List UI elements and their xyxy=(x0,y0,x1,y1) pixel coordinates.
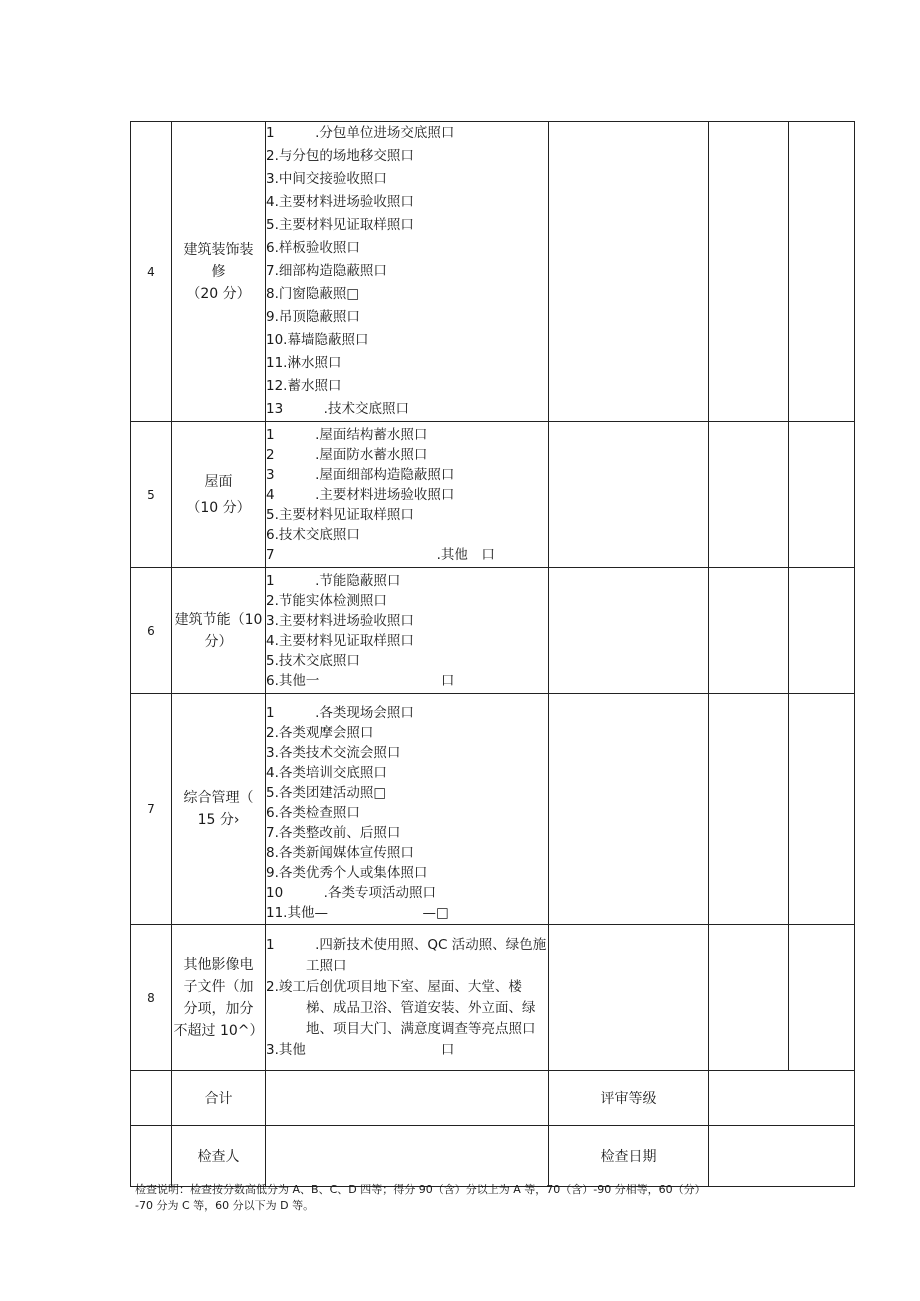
list-item: 2 .屋面防水蓄水照口 xyxy=(266,446,428,463)
note-line: -70 分为 C 等，60 分以下为 D 等。 xyxy=(135,1199,315,1212)
total-value-cell xyxy=(266,1071,549,1126)
category-line: 分） xyxy=(204,633,233,650)
empty-cell xyxy=(789,925,855,1071)
table-row-total xyxy=(131,1071,855,1126)
category-line: 子文件（加 xyxy=(183,978,254,995)
row-category xyxy=(172,422,266,568)
list-item: 8.门窗隐蔽照□ xyxy=(266,286,360,302)
list-item: 6.样板验收照口 xyxy=(266,240,360,256)
category-line: 综合管理（ xyxy=(183,790,254,806)
list-item: 2.与分包的场地移交照口 xyxy=(266,148,414,164)
list-item: 6.技术交底照口 xyxy=(266,526,360,543)
list-item: 8.各类新闻媒体宣传照口 xyxy=(266,845,414,861)
category-line: 其他影像电 xyxy=(183,956,254,973)
list-item: 4.主要材料进场验收照口 xyxy=(266,194,414,210)
list-item: 6.各类检查照口 xyxy=(266,805,360,821)
list-item: 7 .其他 口 xyxy=(266,546,495,563)
inspector-label: 检查人 xyxy=(172,1126,266,1187)
row-category xyxy=(172,568,266,694)
empty-cell xyxy=(131,1071,172,1126)
category-line: 建筑装饰装 xyxy=(183,241,254,258)
list-item: 13 .技术交底照口 xyxy=(266,401,409,417)
row-category xyxy=(172,122,266,422)
grade-label: 评审等级 xyxy=(549,1071,709,1126)
row-category xyxy=(172,925,266,1071)
list-item: 7.各类整改前、后照口 xyxy=(266,825,401,841)
empty-cell xyxy=(709,568,789,694)
row-items xyxy=(266,925,549,1071)
list-item: 2.各类观摩会照口 xyxy=(266,725,374,741)
list-item: 1 .分包单位进场交底照口 xyxy=(266,125,455,141)
category-line: 不超过 10^） xyxy=(173,1022,264,1039)
list-item: 10 .各类专项活动照口 xyxy=(266,885,436,901)
list-item: 1 .屋面结构蓄水照口 xyxy=(266,426,428,443)
total-label: 合计 xyxy=(172,1071,266,1126)
table-row-inspector xyxy=(131,1126,855,1187)
list-item: 10.幕墙隐蔽照口 xyxy=(266,332,369,348)
category-line: 修 xyxy=(211,263,226,280)
list-item: 7.细部构造隐蔽照口 xyxy=(266,263,387,279)
empty-cell xyxy=(549,925,709,1071)
table-row-6 xyxy=(131,568,855,694)
date-value-cell xyxy=(709,1126,855,1187)
row-items xyxy=(266,122,549,422)
row-number: 8 xyxy=(131,925,172,1071)
inspection-table xyxy=(130,121,855,1187)
inspection-note xyxy=(135,1182,855,1214)
list-item: 6.其他一 口 xyxy=(266,672,455,689)
list-item: 1 .各类现场会照口 xyxy=(266,705,414,721)
empty-cell xyxy=(789,694,855,925)
category-line: （10 分） xyxy=(186,499,251,516)
list-item: 5.主要材料见证取样照口 xyxy=(266,217,414,233)
list-item: 5.各类团建活动照□ xyxy=(266,785,387,801)
empty-cell xyxy=(789,422,855,568)
row-category xyxy=(172,694,266,925)
list-item: 11.其他— —□ xyxy=(266,905,449,921)
empty-cell xyxy=(549,122,709,422)
empty-cell xyxy=(549,422,709,568)
list-item: 2.节能实体检测照口 xyxy=(266,592,387,609)
date-label: 检查日期 xyxy=(549,1126,709,1187)
table-row-7 xyxy=(131,694,855,925)
list-item: 3.主要材料进场验收照口 xyxy=(266,612,414,629)
empty-cell xyxy=(789,568,855,694)
list-item: 4.各类培训交底照口 xyxy=(266,765,387,781)
row-number: 5 xyxy=(131,422,172,568)
list-item: 4.主要材料见证取样照口 xyxy=(266,632,414,649)
list-item: 3 .屋面细部构造隐蔽照口 xyxy=(266,466,455,483)
category-line: 分项，加分 xyxy=(183,1000,254,1017)
row-number: 4 xyxy=(131,122,172,422)
empty-cell xyxy=(709,694,789,925)
row-items xyxy=(266,422,549,568)
empty-cell xyxy=(549,694,709,925)
list-item: 9.各类优秀个人或集体照口 xyxy=(266,865,428,881)
inspector-value-cell xyxy=(266,1126,549,1187)
table-row-5 xyxy=(131,422,855,568)
category-line: （20 分） xyxy=(186,285,251,302)
list-item: 3.各类技术交流会照口 xyxy=(266,745,401,761)
empty-cell xyxy=(789,122,855,422)
grade-value-cell xyxy=(709,1071,855,1126)
table-row-8 xyxy=(131,925,855,1071)
list-item: 11.淋水照口 xyxy=(266,355,342,371)
list-item: 3.其他 口 xyxy=(266,1042,455,1058)
list-item: 2.竣工后创优项目地下室、屋面、大堂、楼梯、成品卫浴、管道安装、外立面、绿地、项目大门、满意度调查等亮点照口 xyxy=(266,979,536,1037)
empty-cell xyxy=(709,925,789,1071)
empty-cell xyxy=(709,422,789,568)
note-line: 检查说明：检查按分数高低分为 A、B、C、D 四等；得分 90（含）分以上为 A 等，70（含）-90 分相等，60（分） xyxy=(135,1183,706,1196)
empty-cell xyxy=(709,122,789,422)
list-item: 1 .四新技术使用照、QC 活动照、绿色施工照口 xyxy=(266,937,547,974)
row-items xyxy=(266,568,549,694)
empty-cell xyxy=(131,1126,172,1187)
list-item: 5.主要材料见证取样照口 xyxy=(266,506,414,523)
list-item: 1 .节能隐蔽照口 xyxy=(266,572,401,589)
category-line: 15 分› xyxy=(197,812,240,828)
list-item: 12.蓄水照口 xyxy=(266,378,342,394)
empty-cell xyxy=(549,568,709,694)
table-row-4 xyxy=(131,122,855,422)
row-items xyxy=(266,694,549,925)
list-item: 9.吊顶隐蔽照口 xyxy=(266,309,360,325)
row-number: 6 xyxy=(131,568,172,694)
category-line: 屋面 xyxy=(204,473,233,490)
list-item: 5.技术交底照口 xyxy=(266,652,360,669)
category-line: 建筑节能（10 xyxy=(174,611,263,628)
list-item: 4 .主要材料进场验收照口 xyxy=(266,486,455,503)
row-number: 7 xyxy=(131,694,172,925)
list-item: 3.中间交接验收照口 xyxy=(266,171,387,187)
